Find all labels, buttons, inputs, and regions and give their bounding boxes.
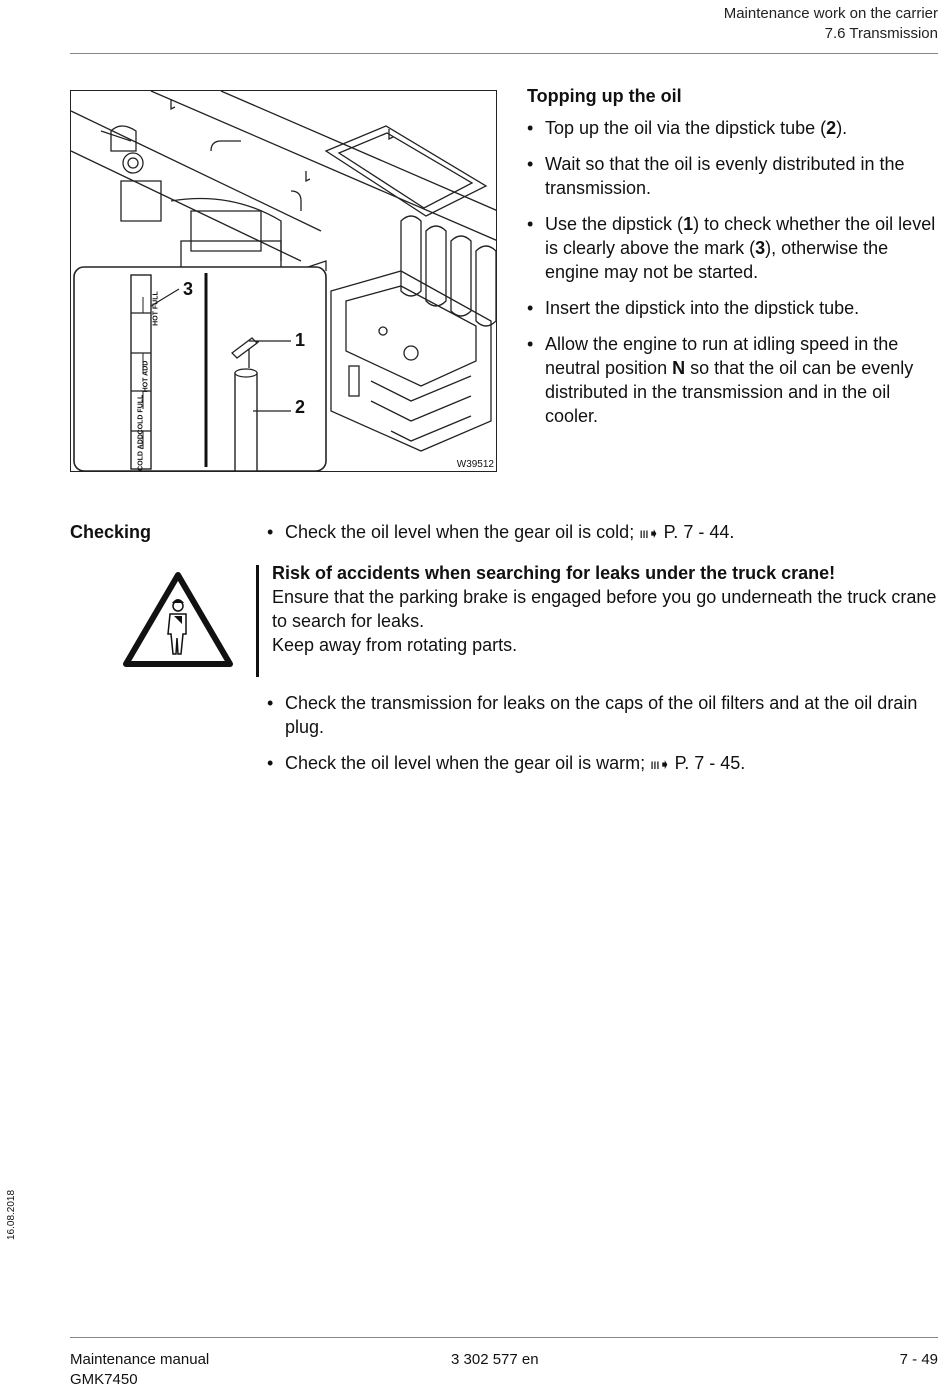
topping-up-title: Topping up the oil (527, 86, 682, 106)
text: Insert the dipstick into the dipstick tube. (545, 298, 860, 318)
page-header (724, 4, 938, 44)
text: Wait so that the oil is evenly distributed in the transmission. (545, 154, 905, 198)
text: Allow the engine to run at idling speed in the neutral position (545, 334, 899, 378)
figure-code: W39512 (456, 459, 494, 470)
text: ), otherwise the engine may not be started. (545, 238, 889, 282)
text: Check the oil level when the gear oil is cold; (285, 522, 640, 542)
checking-list-1 (267, 520, 942, 557)
text: so that the oil can be evenly distributed in the transmission and in the oil cooler. (545, 358, 914, 426)
footer-page-number: 7 - 49 (899, 1351, 938, 1368)
warning-body-2: Keep away from rotating parts. (272, 635, 518, 655)
list-item (267, 520, 942, 545)
list-item (527, 116, 942, 140)
checking-title: Checking (70, 522, 152, 542)
list-item (527, 212, 942, 284)
figure-label-3: 3 (183, 279, 194, 299)
ref-number: 3 (755, 238, 766, 258)
text: ). (836, 118, 848, 138)
footer-left (70, 1350, 209, 1390)
warning-bar (256, 565, 259, 677)
warning-person-icon (122, 570, 234, 673)
mark-cold-full: COLD FULL (137, 394, 145, 435)
list-item (267, 691, 942, 739)
text: ) to check whether the oil level is clearly above the mark ( (545, 214, 936, 258)
mark-hot-add: HOT ADD (142, 360, 150, 393)
header-rule (70, 53, 938, 54)
list-item (267, 751, 942, 776)
footer-rule (70, 1337, 938, 1338)
page-reference-link[interactable]: P. 7 - 44. (663, 522, 735, 542)
warning-body: Ensure that the parking brake is engaged before you go underneath the truck crane to search for leaks. (272, 587, 937, 631)
ref-number: 1 (683, 214, 694, 234)
checking-list-2 (267, 691, 942, 788)
mark-hot-full: HOT FULL (152, 291, 160, 326)
ref-number: 2 (826, 118, 837, 138)
list-item (527, 296, 942, 320)
text: Use the dipstick ( (545, 214, 684, 234)
page-ref-arrow-icon: ııı➧ (639, 525, 659, 541)
warning-text (272, 561, 942, 657)
figure-label-2: 2 (295, 397, 306, 417)
dipstick-illustration (70, 90, 497, 472)
text: Check the transmission for leaks on the caps of the oil filters and at the oil drain plug. (285, 693, 918, 737)
warning-title: Risk of accidents when searching for leaks under the truck crane! (272, 563, 836, 583)
gear-position: N (672, 358, 686, 378)
figure-label-1: 1 (295, 330, 306, 350)
header-subsection: 7.6 Transmission (824, 25, 938, 42)
footer-model: GMK7450 (70, 1371, 138, 1388)
text: Check the oil level when the gear oil is warm; (285, 753, 651, 773)
footer-doc-number: 3 302 577 en (451, 1351, 539, 1368)
print-date: 16.08.2018 (6, 1189, 17, 1240)
text: Top up the oil via the dipstick tube ( (545, 118, 827, 138)
footer-manual: Maintenance manual (70, 1351, 210, 1368)
list-item (527, 152, 942, 200)
page-ref-arrow-icon: ııı➧ (650, 756, 670, 772)
mark-cold-add: COLD ADD (137, 434, 145, 471)
page-reference-link[interactable]: P. 7 - 45. (674, 753, 746, 773)
header-section: Maintenance work on the carrier (723, 5, 938, 22)
topping-up-section (527, 84, 942, 440)
list-item (527, 332, 942, 428)
